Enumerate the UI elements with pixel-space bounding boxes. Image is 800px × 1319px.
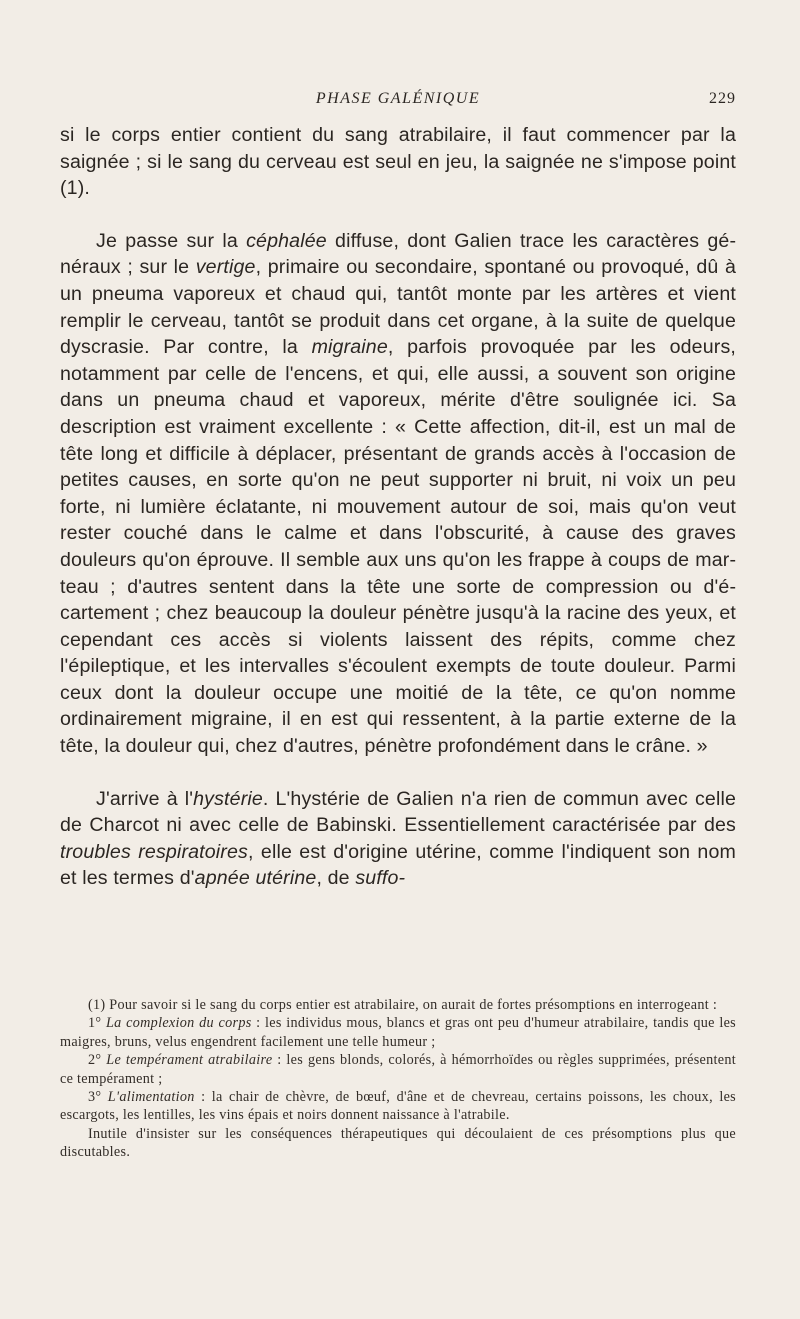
text-run: Je passe sur la — [96, 229, 247, 252]
text-run: si le corps entier contient du sang atrabilaire, il faut commencer par la saignée ; si le sang du cerveau est seul en jeu, la saignée ne s'impose point (1). — [60, 124, 736, 200]
text-run: : les individus mous, blancs et gras ont peu d'humeur atrabilaire, tandis que les maigres, bruns, velus engendrent facilement une telle humeur ; — [60, 1015, 737, 1050]
footnote-item-1 — [60, 1014, 736, 1051]
italic-text: migraine — [311, 336, 388, 359]
text-run: diffuse, dont Galien trace les caractères généraux ; sur le — [60, 229, 736, 279]
footnote-item-2 — [60, 1051, 736, 1088]
page-header — [60, 90, 736, 114]
text-run: , de — [316, 867, 356, 890]
text-run: . L'hystérie de Galien n'a rien de commun avec celle de Charcot ni avec celle de Babinski. Essentiellement caractérisée par des — [60, 787, 736, 837]
italic-text: vertige — [195, 256, 256, 279]
text-run: 1° — [88, 1015, 106, 1032]
page-number: 229 — [709, 90, 736, 107]
text-run: , elle est d'origine utérine, comme l'indiquent son nom et les termes d' — [60, 840, 736, 890]
text-run: J'arrive à l' — [96, 787, 194, 810]
italic-text: L'alimentation — [107, 1089, 195, 1106]
footnotes — [60, 996, 736, 1162]
italic-text: troubles respiratoires — [60, 840, 248, 863]
paragraph-1 — [60, 122, 736, 202]
main-text — [60, 122, 736, 892]
text-run: , primaire ou secondaire, spontané ou provoqué, dû à un pneuma vaporeux et chaud qui, tantôt monte par les artères et vient remplir le cerveau, tantôt se produit dans cet organe, à la suite de quelque dyscrasie. Par contre, la — [60, 256, 736, 359]
footnote-item-3 — [60, 1088, 736, 1125]
text-run: 2° — [88, 1052, 107, 1069]
text-run: , parfois provoquée par les odeurs, notamment par celle de l'encens, et qui, elle aussi, a souvent son origine dans un pneuma chaud et vaporeux, mérite d'être soulignée ici. Sa description est vraiment excellente : « Cette affection, dit-il, est un mal de tête long et difficile à déplacer, présentant de grands accès à l'occasion de petites causes, en sorte qu'on ne peut supporter ni bruit, ni voix un peu forte, ni lumière éclatante, ni mouvement autour de soi, mais qu'on veut rester couché dans le calme et dans l'obscurité, à cause des graves douleurs qu'on éprouve. Il semble aux uns qu'on les frappe à coups de marteau ; d'autres sentent dans la tête une sorte de compression ou d'écartement ; chez beaucoup la douleur pénètre jusqu'à la racine des yeux, et cependant ces accès si violents laissent des répits, comme chez l'épileptique, et les intervalles s'écoulent exempts de toute douleur. Parmi ceux dont la douleur occupe une moitié de la tête, ce qu'on nomme ordinairement migraine, il en est qui ressentent, à la partie externe de la tête, la douleur qui, chez d'autres, pénètre profondément dans le crâne. » — [60, 336, 736, 758]
italic-text: suffo- — [355, 867, 406, 890]
footnote-intro — [60, 996, 736, 1014]
running-title: PHASE GALÉNIQUE — [315, 90, 481, 107]
italic-text: La complexion du corps — [105, 1015, 252, 1032]
text-run: Inutile d'insister sur les conséquences thérapeutiques qui découlaient de ces présomptions plus que discutables. — [60, 1125, 736, 1161]
text-run: : les gens blonds, colorés, à hémorrhoïdes ou règles supprimées, présentent ce tempérament ; — [60, 1052, 737, 1087]
italic-text: Le tempérament atrabilaire — [106, 1052, 273, 1069]
text-run: : la chair de chèvre, de bœuf, d'âne et de chevreau, certains poissons, les choux, les escargots, les lentilles, les vins épais et noirs donnent naissance à l'atrabile. — [60, 1089, 736, 1124]
text-run: (1) Pour savoir si le sang du corps entier est atrabilaire, on aurait de fortes présomptions en interrogeant : — [88, 997, 718, 1013]
text-run: 3° — [88, 1089, 108, 1106]
footnote-conclusion — [60, 1125, 736, 1162]
paragraph-2 — [60, 228, 736, 760]
italic-text: apnée utérine — [194, 867, 317, 890]
italic-text: céphalée — [246, 229, 327, 252]
italic-text: hystérie — [193, 787, 263, 810]
paragraph-3 — [60, 786, 736, 892]
